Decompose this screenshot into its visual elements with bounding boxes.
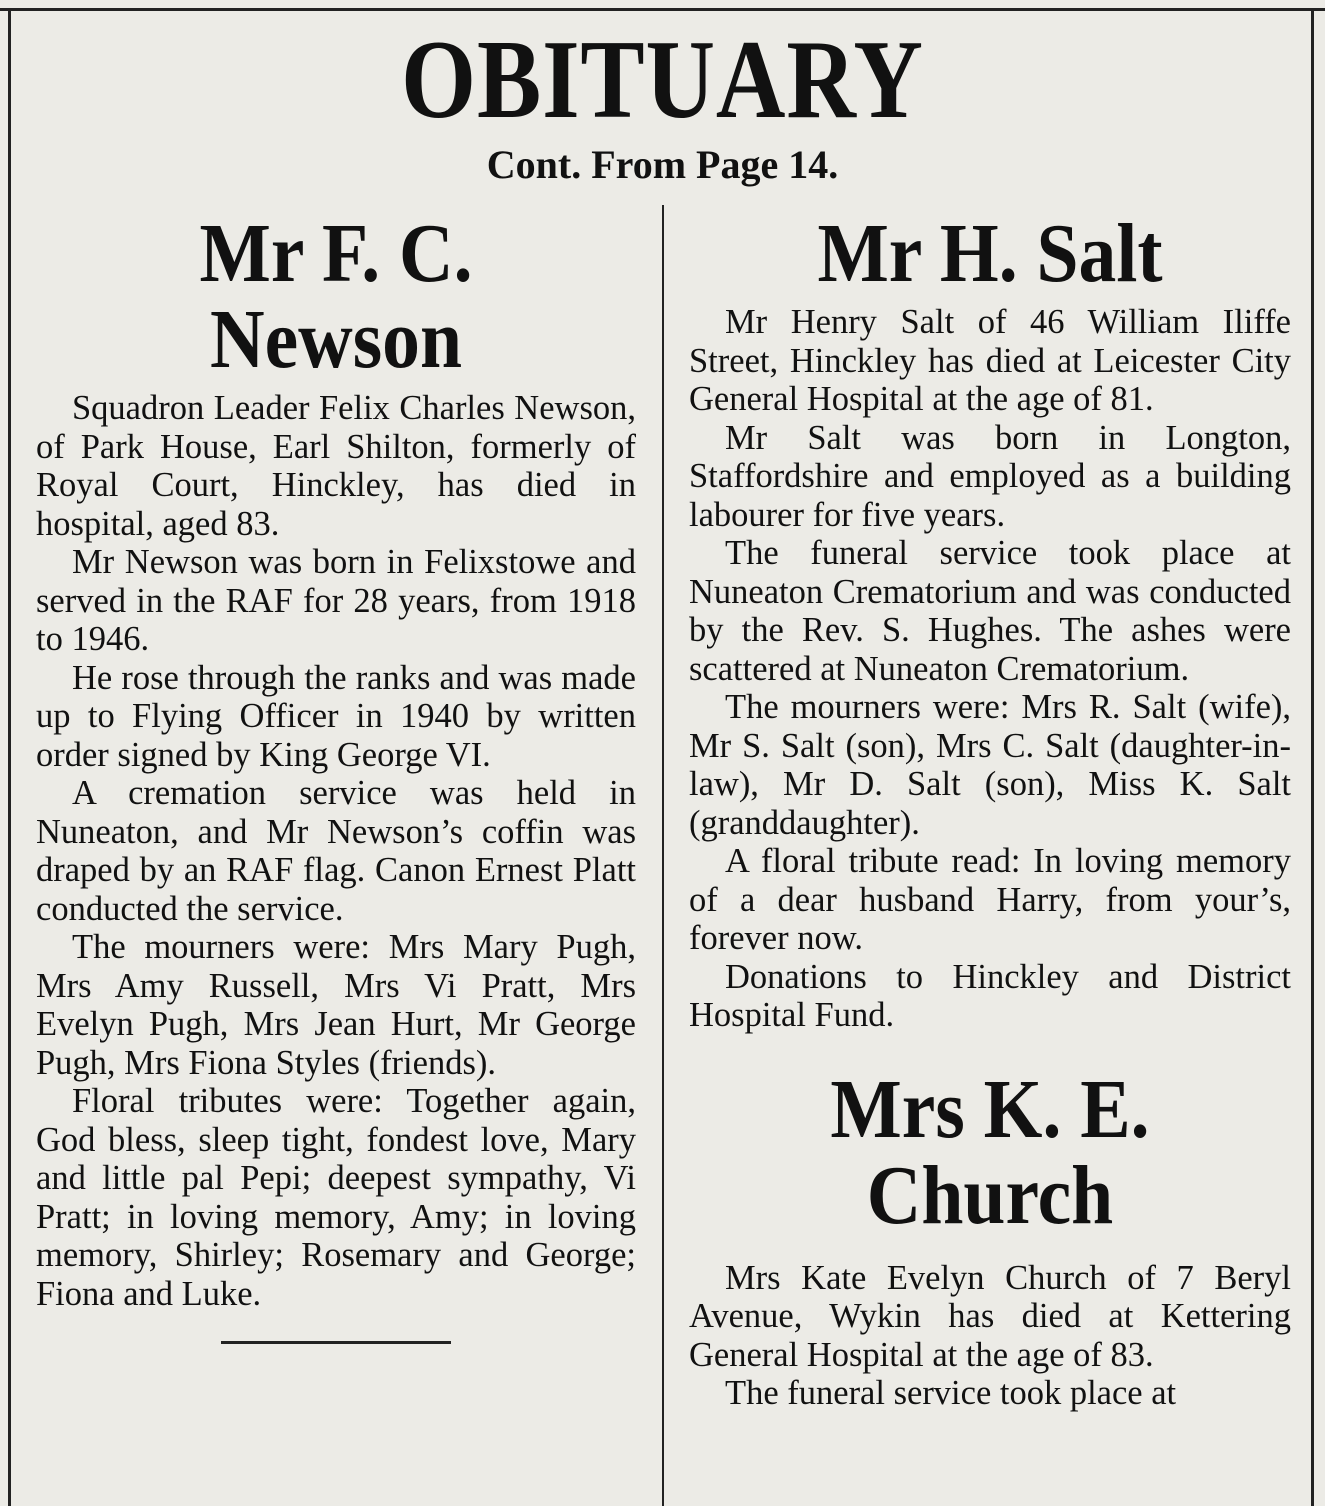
left-border-rule (8, 8, 11, 1506)
paragraph: Mr Salt was born in Longton, Staffordshire and employed as a building labourer for five years. (689, 418, 1291, 534)
continued-from-note: Cont. From Page 14. (486, 142, 839, 187)
obituary-headline-newson (66, 207, 606, 386)
left-column (36, 205, 636, 1344)
obituary-headline-church (719, 1062, 1261, 1242)
paragraph: Squadron Leader Felix Charles Newson, of Park House, Earl Shilton, formerly of Royal Court, Hinckley, has died in hospital, aged 83. (36, 389, 636, 543)
headline-line: Mrs K. E. (830, 1062, 1150, 1156)
article-end-rule (221, 1341, 451, 1344)
paragraph: A floral tribute read: In loving memory of a dear husband Harry, from your’s, forever now. (689, 842, 1291, 957)
paragraph: A cremation service was held in Nuneaton, and Mr Newson’s coffin was draped by an RAF flag. Canon Ernest Platt conducted the service. (36, 774, 636, 928)
spacer (689, 1035, 1291, 1061)
right-border-rule (1311, 8, 1314, 1506)
right-column (689, 205, 1291, 1413)
section-title: OBITUARY (401, 18, 924, 142)
headline-line: Newson (209, 293, 462, 386)
headline-line: Church (866, 1148, 1114, 1242)
paragraph: Mr Newson was born in Felixstowe and served in the RAF for 28 years, from 1918 to 1946. (36, 543, 636, 658)
headline-line: Mr F. C. (199, 207, 473, 300)
obituary-headline-salt: Mr H. Salt (817, 207, 1163, 300)
paragraph: Mr Henry Salt of 46 William Iliffe Street, Hinckley has died at Leicester City General Hospital at the age of 81. (689, 303, 1291, 418)
spacer (689, 1245, 1291, 1259)
paragraph: The mourners were: Mrs Mary Pugh, Mrs Amy Russell, Mrs Vi Pratt, Mrs Evelyn Pugh, Mrs Jean Hurt, Mr George Pugh, Mrs Fiona Styles (friends). (36, 928, 636, 1082)
paragraph: The funeral service took place at Nuneaton Crematorium and was conducted by the Rev. S. Hughes. The ashes were scattered at Nuneaton Crematorium. (689, 534, 1291, 688)
column-divider-rule (662, 205, 664, 1506)
paragraph: The funeral service took place at (725, 1374, 1177, 1412)
top-border-rule (0, 8, 1325, 11)
paragraph: Floral tributes were: Together again, God bless, sleep tight, fondest love, Mary and little pal Pepi; deepest sympathy, Vi Pratt; in loving memory, Amy; in loving memory, Shirley; Rosemary and George; Fiona and Luke. (36, 1082, 636, 1313)
paragraph: The mourners were: Mrs R. Salt (wife), Mr S. Salt (son), Mrs C. Salt (daughter-in-law), Mr D. Salt (son), Miss K. Salt (granddaughter). (689, 688, 1291, 842)
paragraph: Mrs Kate Evelyn Church of 7 Beryl Avenue, Wykin has died at Kettering General Hospital at the age of 83. (689, 1258, 1291, 1374)
paragraph: Donations to Hinckley and District Hospital Fund. (689, 957, 1291, 1034)
paragraph: He rose through the ranks and was made up to Flying Officer in 1940 by written order signed by King George VI. (36, 658, 636, 774)
